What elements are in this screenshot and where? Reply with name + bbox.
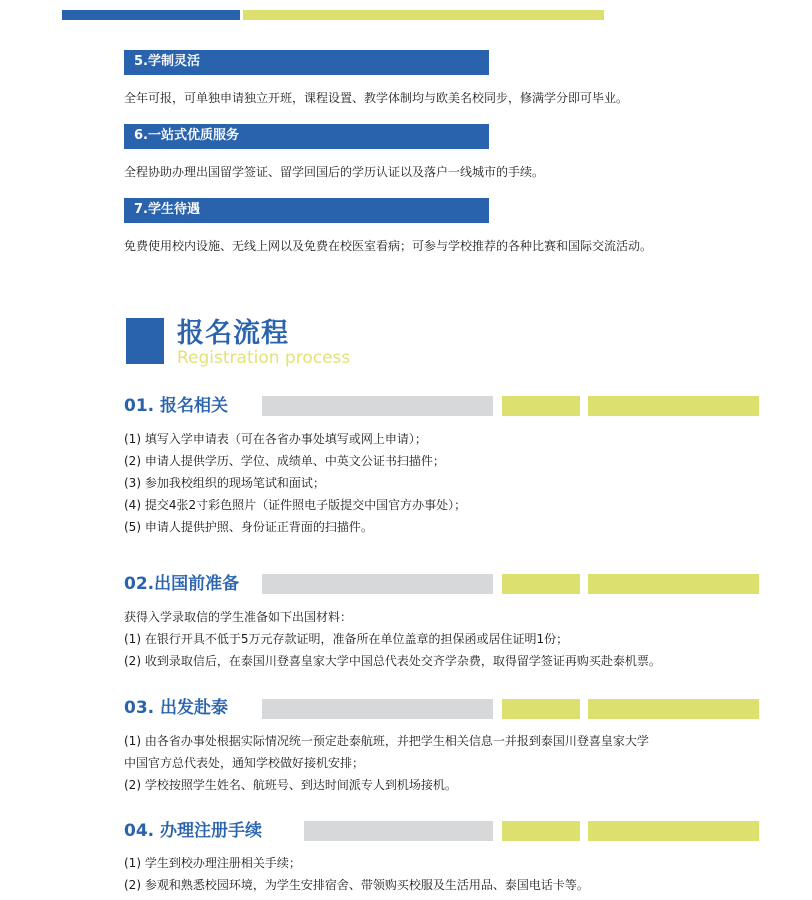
step-title: 03. 出发赴泰 [124,698,229,718]
step-decor-bar-yellow [502,821,580,841]
step-line: 中国官方总代表处，通知学校做好接机安排； [124,756,365,770]
step-decor-bar-yellow [588,699,759,719]
step-line: (1) 在银行开具不低于5万元存款证明，准备所在单位盖章的担保函或居住证明1份； [124,632,569,646]
step-title: 04. 办理注册手续 [124,821,263,841]
feature-text: 全程协助办理出国留学签证、留学回国后的学历认证以及落户一线城市的手续。 [124,165,545,179]
step-decor-bar-gray [262,699,493,719]
step-decor-bar-yellow [502,699,580,719]
feature-heading-bar [124,198,489,223]
feature-heading: 6.一站式优质服务 [134,128,239,143]
top-decor-bar-blue [62,10,240,20]
feature-text: 全年可报，可单独申请独立开班，课程设置、教学体制均与欧美名校同步，修满学分即可毕业。 [124,91,629,105]
step-decor-bar-yellow [588,574,759,594]
step-line: (2) 学校按照学生姓名、航班号、到达时间派专人到机场接机。 [124,778,457,792]
step-line: (2) 收到录取信后，在泰国川登喜皇家大学中国总代表处交齐学杂费，取得留学签证再购买赴泰机票。 [124,654,661,668]
step-line: (1) 学生到校办理注册相关手续； [124,856,301,870]
step-line: (2) 参观和熟悉校园环境，为学生安排宿舍、带领购买校服及生活用品、泰国电话卡等。 [124,878,589,892]
section-subtitle: Registration process [177,348,351,368]
step-title: 01. 报名相关 [124,396,229,416]
step-line: (1) 由各省办事处根据实际情况统一预定赴泰航班，并把学生相关信息一并报到泰国川登喜皇家大学 [124,734,649,748]
step-decor-bar-gray [262,574,493,594]
step-decor-bar-yellow [502,396,580,416]
step-line: 获得入学录取信的学生准备如下出国材料： [124,610,353,624]
section-title: 报名流程 [177,318,289,349]
step-line: (5) 申请人提供护照、身份证正背面的扫描件。 [124,520,373,534]
feature-heading: 5.学制灵活 [134,54,200,69]
top-decor-bar-yellow [243,10,604,20]
step-decor-bar-yellow [588,396,759,416]
step-decor-bar-gray [304,821,493,841]
step-decor-bar-gray [262,396,493,416]
feature-heading-bar [124,124,489,149]
step-line: (4) 提交4张2寸彩色照片（证件照电子版提交中国官方办事处）； [124,498,467,512]
step-decor-bar-yellow [588,821,759,841]
section-title-block [126,318,164,364]
step-line: (3) 参加我校组织的现场笔试和面试； [124,476,325,490]
feature-text: 免费使用校内设施、无线上网以及免费在校医室看病；可参与学校推荐的各种比赛和国际交流活动。 [124,239,653,253]
step-title: 02.出国前准备 [124,574,240,594]
step-decor-bar-yellow [502,574,580,594]
step-line: (1) 填写入学申请表（可在各省办事处填写或网上申请）； [124,432,427,446]
feature-heading-bar [124,50,489,75]
step-line: (2) 申请人提供学历、学位、成绩单、中英文公证书扫描件； [124,454,445,468]
feature-heading: 7.学生待遇 [134,202,200,217]
